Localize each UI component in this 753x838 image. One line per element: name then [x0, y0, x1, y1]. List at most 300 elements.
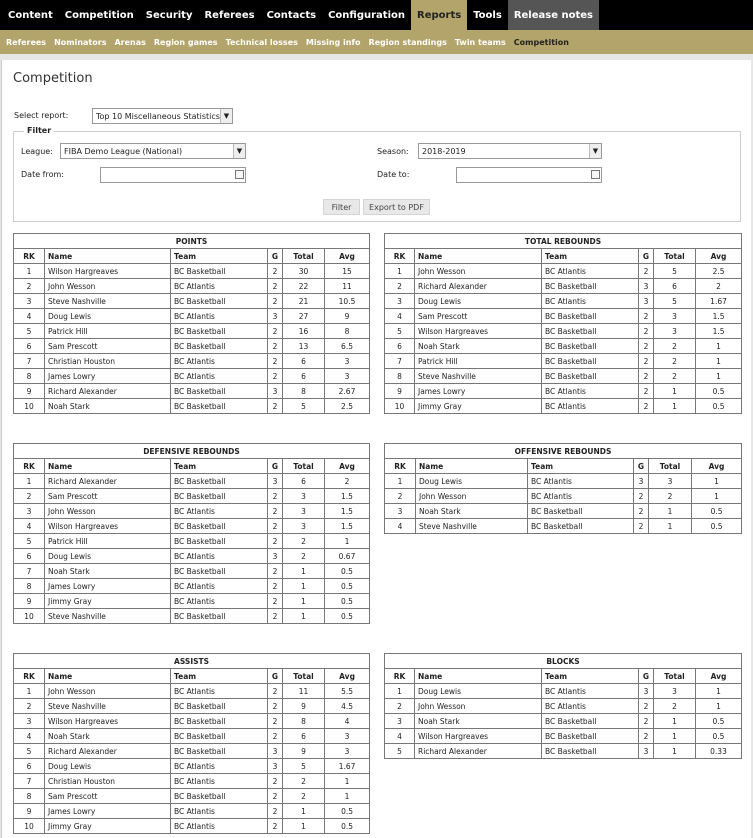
cell-name: Wilson Hargreaves — [45, 264, 171, 279]
cell-games: 2 — [634, 504, 649, 519]
cell-games: 2 — [268, 519, 283, 534]
table-row — [14, 774, 370, 789]
cell-team: BC Atlantis — [171, 504, 268, 519]
table-row — [14, 339, 370, 354]
cell-name: Richard Alexander — [45, 474, 171, 489]
cell-rank: 8 — [14, 369, 45, 384]
cell-games: 2 — [639, 699, 654, 714]
points-table — [13, 233, 370, 414]
col-team: Team — [171, 669, 268, 684]
col-g: G — [639, 249, 654, 264]
cell-avg: 1 — [696, 339, 742, 354]
date-from-input[interactable] — [100, 167, 246, 183]
table-row — [385, 714, 742, 729]
cell-games: 2 — [268, 609, 283, 624]
cell-avg: 1 — [696, 684, 742, 699]
cell-games: 2 — [268, 534, 283, 549]
table-row — [385, 279, 742, 294]
table-row — [385, 474, 742, 489]
cell-total: 1 — [283, 609, 325, 624]
menu-item-reports[interactable]: Reports — [411, 0, 467, 30]
table-title: TOTAL REBOUNDS — [385, 234, 742, 249]
cell-total: 6 — [654, 279, 696, 294]
cell-total: 11 — [283, 684, 325, 699]
menu-item-tools[interactable]: Tools — [473, 9, 502, 21]
cell-total: 27 — [283, 309, 325, 324]
cell-avg: 1 — [325, 534, 370, 549]
cell-name: Noah Stark — [415, 339, 542, 354]
cell-total: 5 — [654, 264, 696, 279]
cell-avg: 15 — [325, 264, 370, 279]
table-row — [14, 489, 370, 504]
col-rk: RK — [385, 669, 415, 684]
cell-rank: 7 — [14, 774, 45, 789]
table-title: DEFENSIVE REBOUNDS — [14, 444, 370, 459]
cell-rank: 9 — [14, 384, 45, 399]
table-row — [14, 804, 370, 819]
col-rk: RK — [14, 669, 45, 684]
cell-avg: 0.5 — [325, 579, 370, 594]
cell-games: 2 — [268, 399, 283, 414]
sub-menu — [0, 30, 753, 54]
cell-rank: 10 — [385, 399, 415, 414]
cell-rank: 9 — [14, 804, 45, 819]
cell-rank: 1 — [385, 264, 415, 279]
submenu-item-missing-info[interactable]: Missing info — [305, 37, 361, 47]
submenu-item-nominators[interactable]: Nominators — [54, 37, 107, 47]
cell-rank: 8 — [14, 579, 45, 594]
cell-avg: 4.5 — [325, 699, 370, 714]
col-team: Team — [171, 459, 268, 474]
cell-avg: 3 — [325, 729, 370, 744]
cell-name: Sam Prescott — [45, 789, 171, 804]
calendar-icon[interactable] — [591, 170, 600, 179]
export-pdf-button[interactable]: Export to PDF — [363, 199, 430, 215]
cell-name: John Wesson — [45, 279, 171, 294]
cell-avg: 2.67 — [325, 384, 370, 399]
cell-rank: 5 — [385, 324, 415, 339]
col-total: Total — [283, 459, 325, 474]
chevron-down-icon: ▼ — [220, 109, 232, 123]
cell-rank: 1 — [14, 474, 45, 489]
report-select[interactable] — [92, 108, 233, 124]
cell-name: Patrick Hill — [45, 324, 171, 339]
col-rk: RK — [14, 459, 45, 474]
table-row — [14, 564, 370, 579]
cell-games: 2 — [268, 504, 283, 519]
cell-avg: 0.5 — [325, 564, 370, 579]
total-rebounds-table — [384, 233, 742, 414]
cell-name: John Wesson — [415, 264, 542, 279]
col-avg: Avg — [696, 669, 742, 684]
menu-item-configuration[interactable]: Configuration — [328, 9, 405, 21]
filter-legend: Filter — [24, 126, 54, 135]
cell-total: 1 — [283, 579, 325, 594]
table-row — [385, 519, 742, 534]
date-to-input[interactable] — [456, 167, 602, 183]
cell-games: 2 — [268, 354, 283, 369]
cell-name: Jimmy Gray — [45, 594, 171, 609]
cell-name: John Wesson — [415, 699, 542, 714]
cell-name: Jimmy Gray — [415, 399, 542, 414]
cell-name: John Wesson — [416, 489, 528, 504]
cell-team: BC Basketball — [542, 744, 639, 759]
league-select[interactable] — [60, 143, 246, 159]
col-avg: Avg — [692, 459, 742, 474]
cell-games: 2 — [268, 819, 283, 834]
table-row — [385, 324, 742, 339]
cell-team: BC Basketball — [542, 279, 639, 294]
cell-name: John Wesson — [45, 504, 171, 519]
table-row — [14, 504, 370, 519]
cell-avg: 0.67 — [325, 549, 370, 564]
cell-avg: 3 — [325, 354, 370, 369]
cell-total: 2 — [283, 774, 325, 789]
cell-games: 2 — [268, 579, 283, 594]
cell-games: 2 — [268, 774, 283, 789]
cell-games: 3 — [268, 759, 283, 774]
cell-avg: 0.5 — [696, 399, 742, 414]
table-row — [385, 684, 742, 699]
col-name: Name — [415, 669, 542, 684]
cell-name: Patrick Hill — [45, 534, 171, 549]
table-title: OFFENSIVE REBOUNDS — [385, 444, 742, 459]
calendar-icon[interactable] — [235, 170, 244, 179]
cell-team: BC Atlantis — [171, 774, 268, 789]
cell-avg: 1.67 — [696, 294, 742, 309]
cell-rank: 2 — [385, 489, 416, 504]
cell-rank: 1 — [14, 264, 45, 279]
cell-team: BC Basketball — [542, 714, 639, 729]
cell-games: 2 — [639, 399, 654, 414]
cell-games: 2 — [268, 594, 283, 609]
cell-total: 2 — [654, 339, 696, 354]
cell-rank: 6 — [385, 339, 415, 354]
filter-button[interactable]: Filter — [323, 199, 360, 215]
cell-total: 2 — [649, 489, 692, 504]
cell-total: 1 — [283, 804, 325, 819]
cell-rank: 5 — [14, 744, 45, 759]
col-avg: Avg — [325, 249, 370, 264]
cell-rank: 1 — [14, 684, 45, 699]
cell-name: Richard Alexander — [45, 384, 171, 399]
cell-name: Doug Lewis — [45, 759, 171, 774]
cell-total: 6 — [283, 354, 325, 369]
submenu-item-region-standings[interactable]: Region standings — [368, 37, 447, 47]
cell-rank: 5 — [14, 324, 45, 339]
cell-games: 2 — [639, 339, 654, 354]
cell-avg: 0.5 — [325, 594, 370, 609]
table-row — [14, 609, 370, 624]
cell-avg: 1.5 — [325, 504, 370, 519]
page-title: Competition — [13, 71, 93, 86]
table-row — [14, 684, 370, 699]
cell-avg: 3 — [325, 744, 370, 759]
cell-rank: 4 — [385, 519, 416, 534]
cell-total: 3 — [283, 504, 325, 519]
cell-avg: 0.5 — [696, 384, 742, 399]
col-g: G — [634, 459, 649, 474]
cell-team: BC Basketball — [171, 699, 268, 714]
chevron-down-icon: ▼ — [589, 144, 601, 158]
table-title: BLOCKS — [385, 654, 742, 669]
cell-games: 3 — [268, 384, 283, 399]
season-label: Season: — [377, 147, 409, 156]
cell-team: BC Basketball — [542, 729, 639, 744]
cell-name: Sam Prescott — [415, 309, 542, 324]
cell-games: 3 — [268, 744, 283, 759]
cell-games: 2 — [268, 684, 283, 699]
cell-avg: 1 — [325, 789, 370, 804]
menu-item-security[interactable]: Security — [145, 9, 193, 21]
cell-team: BC Basketball — [171, 384, 268, 399]
cell-rank: 2 — [385, 279, 415, 294]
cell-team: BC Atlantis — [171, 354, 268, 369]
cell-name: Doug Lewis — [415, 684, 542, 699]
col-avg: Avg — [325, 669, 370, 684]
cell-team: BC Basketball — [542, 309, 639, 324]
cell-team: BC Atlantis — [542, 699, 639, 714]
cell-avg: 0.5 — [325, 819, 370, 834]
cell-games: 3 — [639, 279, 654, 294]
table-row — [14, 729, 370, 744]
cell-rank: 10 — [14, 819, 45, 834]
cell-total: 1 — [283, 819, 325, 834]
cell-total: 16 — [283, 324, 325, 339]
cell-team: BC Basketball — [171, 564, 268, 579]
cell-rank: 2 — [14, 699, 45, 714]
table-row — [14, 324, 370, 339]
cell-total: 1 — [649, 519, 692, 534]
cell-team: BC Atlantis — [542, 399, 639, 414]
cell-rank: 2 — [14, 489, 45, 504]
cell-games: 2 — [639, 369, 654, 384]
cell-name: Patrick Hill — [415, 354, 542, 369]
cell-name: James Lowry — [45, 804, 171, 819]
cell-avg: 0.33 — [696, 744, 742, 759]
cell-name: Noah Stark — [45, 564, 171, 579]
cell-total: 3 — [283, 519, 325, 534]
table-row — [385, 354, 742, 369]
cell-team: BC Atlantis — [528, 489, 634, 504]
cell-team: BC Basketball — [542, 354, 639, 369]
offensive-rebounds-table — [384, 443, 742, 534]
cell-games: 2 — [639, 264, 654, 279]
col-g: G — [639, 669, 654, 684]
cell-total: 21 — [283, 294, 325, 309]
main-menu — [0, 0, 753, 30]
menu-item-competition[interactable]: Competition — [64, 9, 134, 21]
cell-rank: 9 — [14, 594, 45, 609]
cell-name: Steve Nashville — [45, 699, 171, 714]
cell-total: 9 — [283, 744, 325, 759]
submenu-item-twin-teams[interactable]: Twin teams — [454, 37, 506, 47]
cell-team: BC Atlantis — [171, 369, 268, 384]
league-select-value: FIBA Demo League (National) — [64, 146, 183, 156]
cell-avg: 2 — [696, 279, 742, 294]
col-team: Team — [542, 249, 639, 264]
cell-avg: 4 — [325, 714, 370, 729]
cell-team: BC Basketball — [171, 474, 268, 489]
cell-total: 9 — [283, 699, 325, 714]
cell-team: BC Basketball — [171, 264, 268, 279]
cell-games: 2 — [268, 699, 283, 714]
cell-rank: 6 — [14, 339, 45, 354]
menu-item-content[interactable]: Content — [8, 9, 53, 21]
table-row — [385, 489, 742, 504]
col-g: G — [268, 459, 283, 474]
cell-name: Noah Stark — [45, 729, 171, 744]
date-from-label: Date from: — [21, 170, 64, 179]
table-row — [385, 264, 742, 279]
cell-total: 3 — [654, 684, 696, 699]
cell-total: 2 — [654, 354, 696, 369]
col-team: Team — [528, 459, 634, 474]
cell-avg: 9 — [325, 309, 370, 324]
cell-name: Steve Nashville — [416, 519, 528, 534]
cell-total: 3 — [654, 324, 696, 339]
cell-rank: 7 — [14, 354, 45, 369]
submenu-item-arenas[interactable]: Arenas — [114, 37, 146, 47]
cell-rank: 2 — [385, 699, 415, 714]
cell-total: 1 — [654, 384, 696, 399]
col-total: Total — [283, 249, 325, 264]
cell-games: 2 — [268, 804, 283, 819]
table-row — [14, 549, 370, 564]
cell-rank: 8 — [14, 789, 45, 804]
menu-item-release-notes[interactable]: Release notes — [508, 0, 599, 30]
cell-games: 2 — [639, 309, 654, 324]
cell-rank: 4 — [385, 309, 415, 324]
cell-rank: 3 — [385, 504, 416, 519]
table-row — [14, 759, 370, 774]
season-select[interactable] — [418, 143, 602, 159]
cell-team: BC Atlantis — [171, 804, 268, 819]
cell-team: BC Atlantis — [171, 309, 268, 324]
col-total: Total — [283, 669, 325, 684]
cell-team: BC Basketball — [171, 729, 268, 744]
submenu-item-region-games[interactable]: Region games — [153, 37, 218, 47]
table-row — [14, 474, 370, 489]
cell-games: 2 — [268, 294, 283, 309]
menu-item-contacts[interactable]: Contacts — [266, 9, 317, 21]
submenu-item-competition[interactable]: Competition — [513, 37, 569, 47]
cell-games: 2 — [634, 489, 649, 504]
cell-games: 3 — [268, 309, 283, 324]
col-total: Total — [649, 459, 692, 474]
cell-team: BC Atlantis — [171, 549, 268, 564]
col-g: G — [268, 669, 283, 684]
cell-rank: 8 — [385, 369, 415, 384]
cell-avg: 6.5 — [325, 339, 370, 354]
cell-games: 3 — [268, 474, 283, 489]
cell-rank: 2 — [14, 279, 45, 294]
cell-games: 2 — [268, 789, 283, 804]
cell-rank: 5 — [14, 534, 45, 549]
cell-team: BC Atlantis — [171, 594, 268, 609]
cell-rank: 4 — [14, 309, 45, 324]
table-title: POINTS — [14, 234, 370, 249]
cell-total: 5 — [283, 399, 325, 414]
season-select-value: 2018-2019 — [422, 146, 466, 156]
col-name: Name — [45, 249, 171, 264]
cell-games: 3 — [639, 744, 654, 759]
cell-team: BC Atlantis — [171, 279, 268, 294]
cell-avg: 5.5 — [325, 684, 370, 699]
cell-rank: 5 — [385, 744, 415, 759]
cell-name: Steve Nashville — [415, 369, 542, 384]
cell-games: 2 — [639, 324, 654, 339]
cell-total: 2 — [283, 789, 325, 804]
table-row — [14, 519, 370, 534]
cell-team: BC Atlantis — [542, 684, 639, 699]
cell-team: BC Atlantis — [528, 474, 634, 489]
cell-avg: 2 — [325, 474, 370, 489]
league-label: League: — [21, 147, 53, 156]
col-rk: RK — [14, 249, 45, 264]
cell-rank: 9 — [385, 384, 415, 399]
cell-total: 13 — [283, 339, 325, 354]
cell-total: 2 — [654, 369, 696, 384]
cell-team: BC Basketball — [528, 519, 634, 534]
cell-name: Richard Alexander — [415, 279, 542, 294]
col-name: Name — [45, 459, 171, 474]
assists-table — [13, 653, 370, 834]
cell-team: BC Atlantis — [542, 384, 639, 399]
cell-total: 30 — [283, 264, 325, 279]
col-avg: Avg — [696, 249, 742, 264]
table-row — [14, 789, 370, 804]
cell-name: Wilson Hargreaves — [45, 519, 171, 534]
submenu-item-technical-losses[interactable]: Technical losses — [225, 37, 298, 47]
cell-name: Christian Houston — [45, 774, 171, 789]
cell-total: 5 — [283, 759, 325, 774]
table-row — [385, 744, 742, 759]
table-row — [14, 534, 370, 549]
col-name: Name — [415, 249, 542, 264]
cell-avg: 1 — [692, 474, 742, 489]
cell-rank: 6 — [14, 549, 45, 564]
col-rk: RK — [385, 249, 415, 264]
menu-item-referees[interactable]: Referees — [204, 9, 255, 21]
cell-total: 1 — [283, 594, 325, 609]
cell-avg: 2.5 — [325, 399, 370, 414]
cell-rank: 3 — [14, 714, 45, 729]
cell-total: 1 — [654, 729, 696, 744]
table-row — [385, 384, 742, 399]
cell-name: Steve Nashville — [45, 609, 171, 624]
table-row — [385, 339, 742, 354]
cell-total: 6 — [283, 474, 325, 489]
cell-name: Doug Lewis — [45, 549, 171, 564]
cell-team: BC Atlantis — [171, 759, 268, 774]
table-row — [14, 294, 370, 309]
cell-games: 3 — [268, 549, 283, 564]
cell-games: 2 — [268, 714, 283, 729]
cell-total: 2 — [654, 699, 696, 714]
cell-total: 8 — [283, 384, 325, 399]
cell-games: 2 — [268, 369, 283, 384]
cell-total: 22 — [283, 279, 325, 294]
table-row — [14, 384, 370, 399]
table-row — [14, 579, 370, 594]
cell-name: Noah Stark — [416, 504, 528, 519]
submenu-item-referees[interactable]: Referees — [6, 37, 47, 47]
cell-name: Wilson Hargreaves — [415, 324, 542, 339]
table-row — [14, 309, 370, 324]
cell-team: BC Basketball — [171, 744, 268, 759]
cell-name: Richard Alexander — [415, 744, 542, 759]
